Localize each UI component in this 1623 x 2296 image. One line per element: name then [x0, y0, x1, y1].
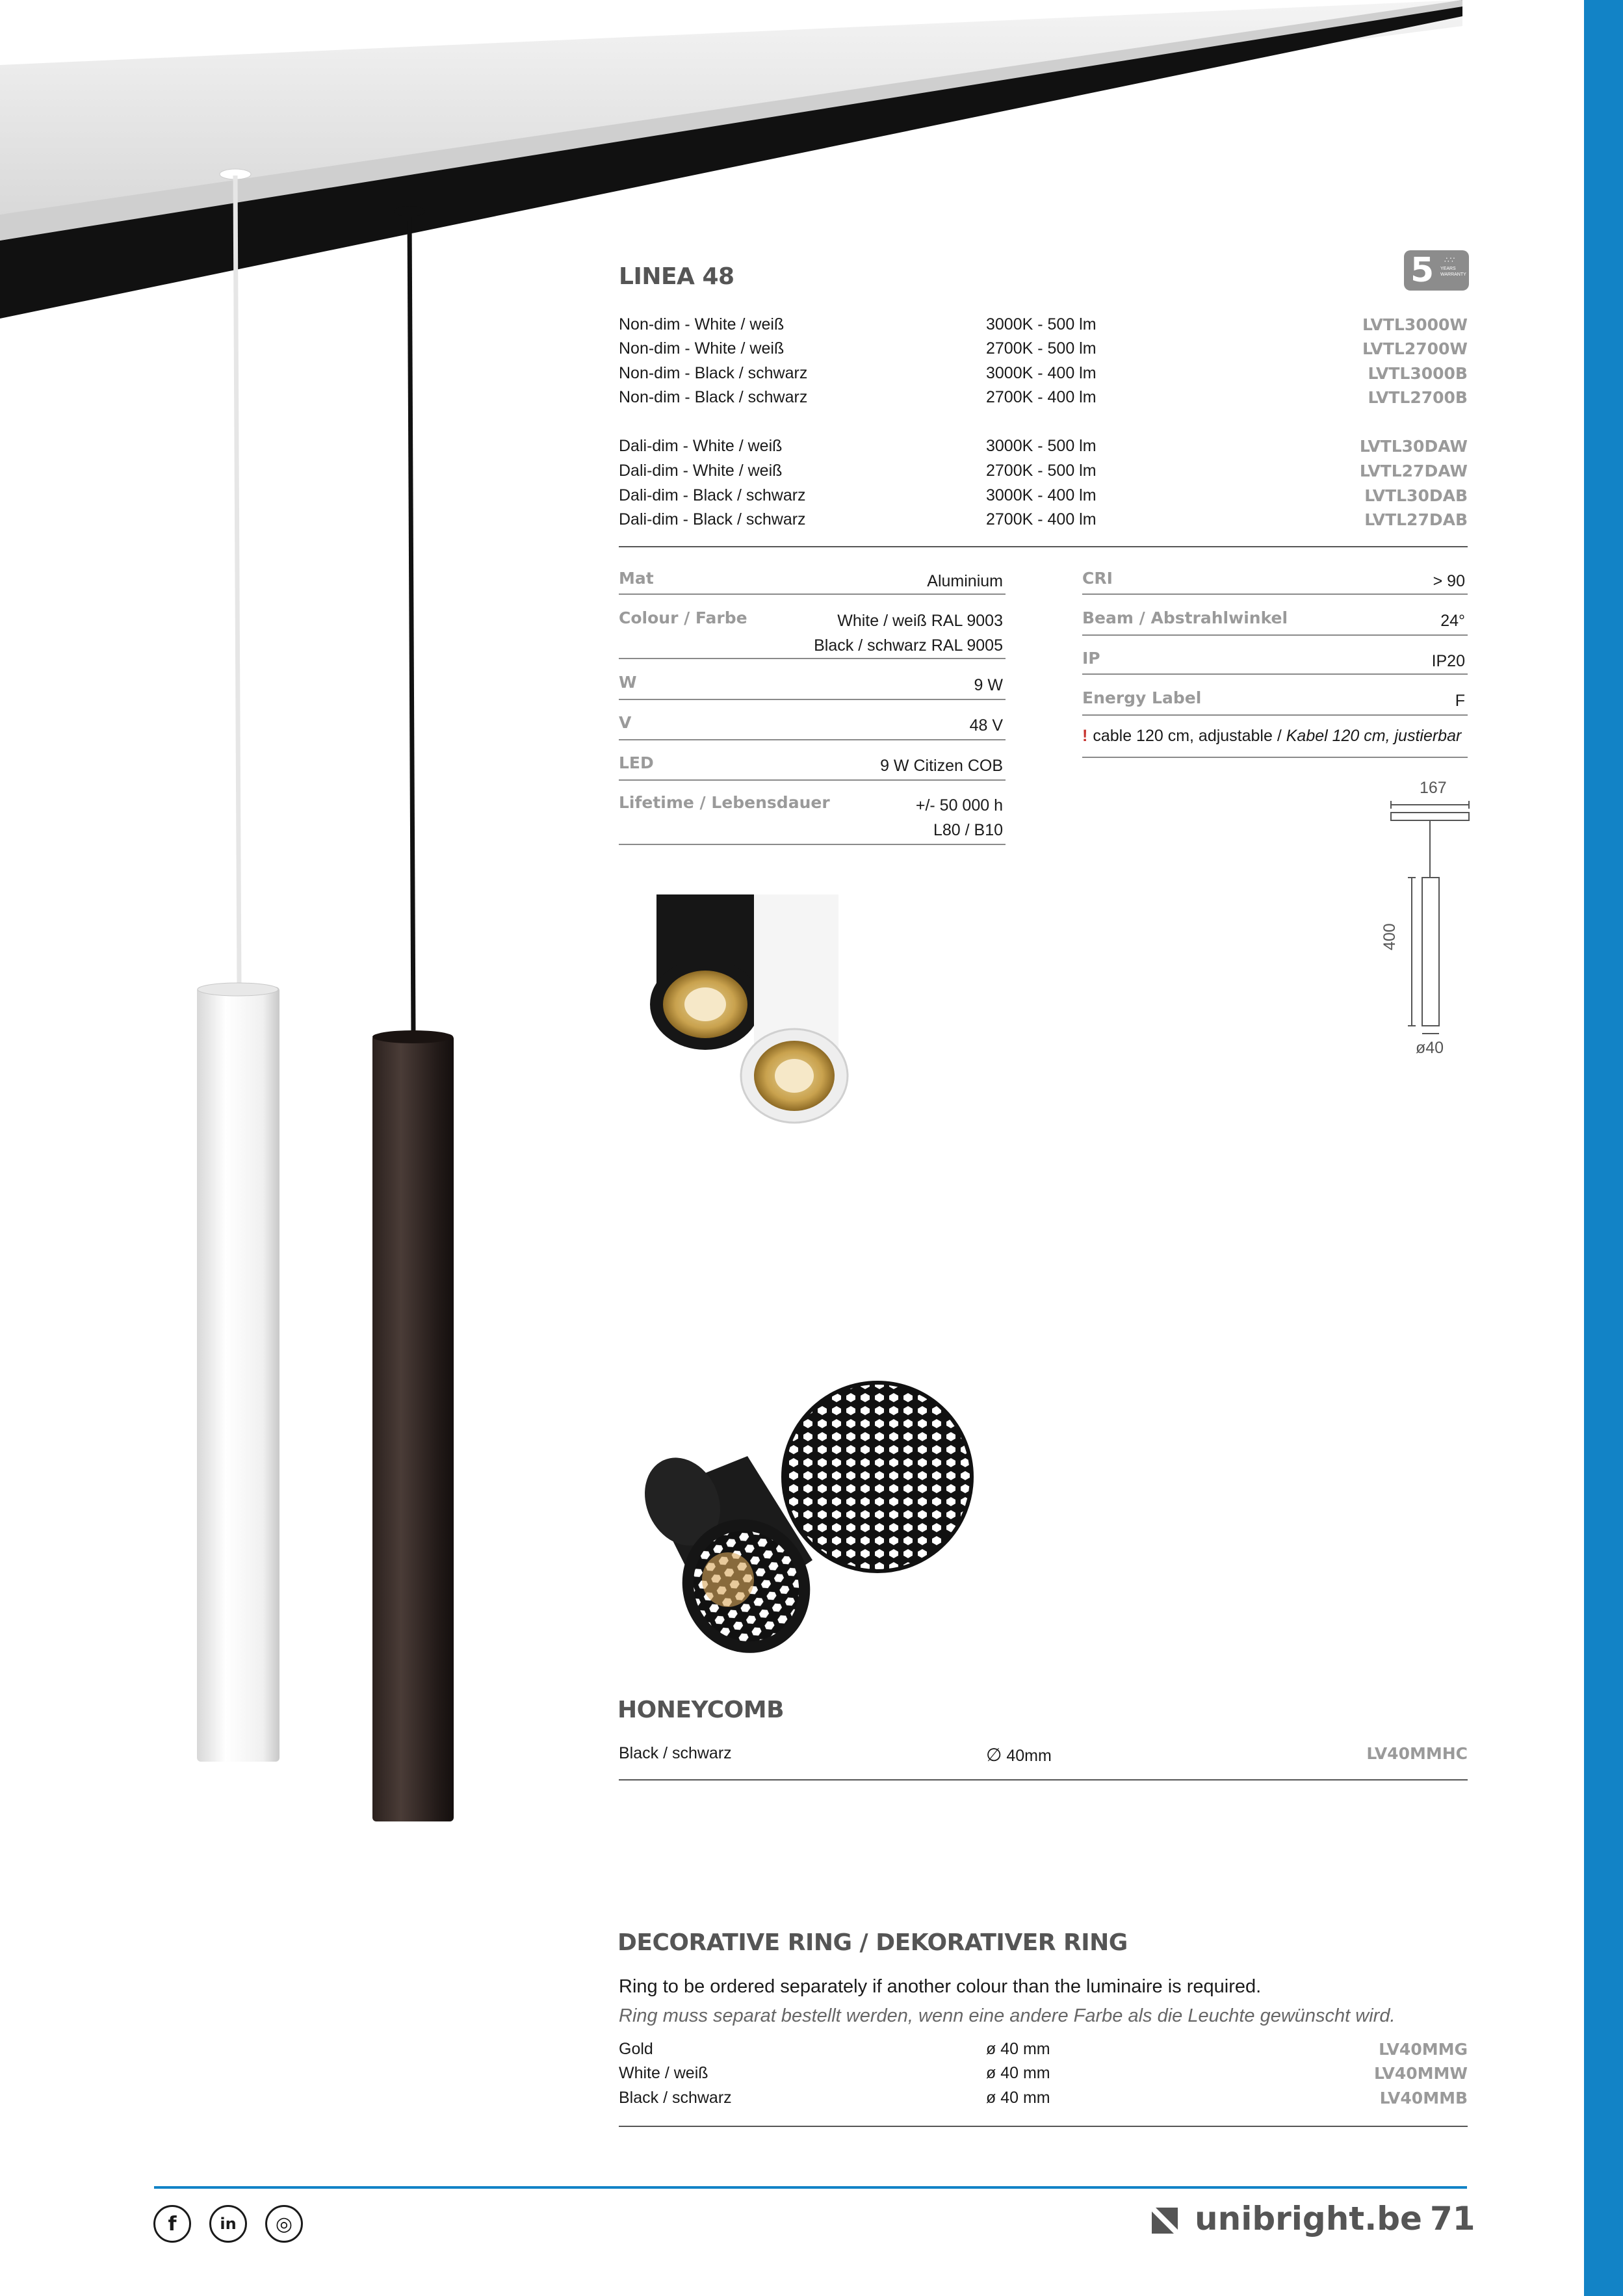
- spec-row: [1082, 569, 1468, 594]
- cable-note-text: cable 120 cm, adjustable /: [1093, 727, 1286, 745]
- variant-desc: Dali-dim - White / weiß: [619, 462, 783, 480]
- spec-value: [880, 753, 1003, 778]
- footer-rule: [154, 2186, 1467, 2189]
- spec-value-line: Aluminium: [927, 572, 1003, 590]
- variant-spec: 2700K - 400 lm: [986, 388, 1097, 406]
- spec-row: [1082, 608, 1468, 634]
- cable-note-rule: [1082, 757, 1468, 758]
- spec-rule: [619, 779, 1006, 781]
- ring-spec: ø 40 mm: [986, 2089, 1050, 2107]
- variant-table-rule: [619, 546, 1468, 547]
- product-title: LINEA 48: [619, 263, 734, 290]
- ring-row: [619, 2040, 1468, 2065]
- ring-rule: [619, 2126, 1468, 2127]
- honeycomb-code: LV40MMHC: [1366, 1744, 1468, 1763]
- dim-width: 167: [1420, 779, 1447, 797]
- variant-code: LVTL30DAB: [1364, 486, 1468, 505]
- spec-label: Beam / Abstrahlwinkel: [1082, 608, 1288, 627]
- warranty-text: YEARS WARRANTY: [1440, 267, 1466, 277]
- variant-row: [619, 339, 1468, 364]
- spec-value: [970, 713, 1003, 738]
- variant-row: [619, 388, 1468, 413]
- ring-spec: ø 40 mm: [986, 2064, 1050, 2082]
- spec-rule: [619, 594, 1006, 595]
- honeycomb-spec: [986, 1744, 1052, 1766]
- spec-value-line: 9 W: [974, 676, 1003, 694]
- diameter-icon: ∅: [986, 1745, 1002, 1765]
- side-accent-stripe: [1584, 0, 1623, 2296]
- spec-label: CRI: [1082, 569, 1113, 588]
- spec-value-line: 48 V: [969, 716, 1003, 735]
- spec-label: LED: [619, 753, 654, 772]
- spec-rule: [619, 658, 1006, 659]
- spec-value-line: > 90: [1433, 572, 1465, 590]
- variant-row: [619, 437, 1468, 462]
- linkedin-icon[interactable]: in: [209, 2205, 247, 2243]
- warning-mark: !: [1082, 727, 1088, 745]
- variant-row: [619, 510, 1468, 535]
- spec-value: [1433, 569, 1465, 594]
- honeycomb-rule: [619, 1779, 1468, 1781]
- spec-rule: [1082, 714, 1468, 716]
- dimension-drawing: [1365, 774, 1482, 1066]
- spec-rule: [619, 739, 1006, 740]
- spec-row: [619, 673, 1006, 699]
- spec-value-line: White / weiß RAL 9003: [837, 612, 1003, 630]
- spec-value-line: 9 W Citizen COB: [880, 757, 1003, 775]
- variant-row: [619, 364, 1468, 389]
- spec-value-line: IP20: [1431, 652, 1465, 670]
- ring-spec: ø 40 mm: [986, 2040, 1050, 2058]
- variant-spec: 2700K - 500 lm: [986, 462, 1097, 480]
- spec-row: [619, 608, 1006, 658]
- ring-title: DECORATIVE RING / DEKORATIVER RING: [617, 1929, 1128, 1956]
- unibright-logo-icon: [1152, 2208, 1178, 2234]
- spec-value-line: F: [1455, 692, 1465, 710]
- dim-diameter: ø40: [1416, 1039, 1444, 1057]
- variant-code: LVTL3000W: [1362, 315, 1468, 334]
- variant-code: LVTL27DAW: [1359, 462, 1468, 480]
- spec-label: Lifetime / Lebensdauer: [619, 793, 830, 812]
- spec-rule: [1082, 634, 1468, 636]
- variant-spec: 2700K - 500 lm: [986, 339, 1097, 358]
- honeycomb-photo: [631, 1383, 972, 1674]
- honeycomb-title: HONEYCOMB: [617, 1697, 785, 1723]
- spec-label: Energy Label: [1082, 688, 1202, 707]
- variant-spec: 3000K - 500 lm: [986, 315, 1097, 333]
- dim-height: 400: [1381, 923, 1399, 950]
- ring-code: LV40MMW: [1374, 2064, 1468, 2083]
- warranty-badge: [1404, 250, 1469, 291]
- spec-row: [619, 569, 1006, 594]
- spec-value: [814, 608, 1003, 658]
- spec-label: V: [619, 713, 632, 732]
- warranty-stars-icon: ∴∵: [1444, 255, 1456, 265]
- spec-value: [1432, 649, 1465, 673]
- variant-spec: 3000K - 400 lm: [986, 364, 1097, 382]
- variant-spec: 3000K - 500 lm: [986, 437, 1097, 455]
- ring-desc: Black / schwarz: [619, 2089, 732, 2107]
- variant-code: LVTL2700W: [1362, 339, 1468, 358]
- instagram-icon[interactable]: ◎: [265, 2205, 303, 2243]
- variant-spec: 3000K - 400 lm: [986, 486, 1097, 504]
- spec-row: [1082, 649, 1468, 673]
- warranty-number: 5: [1410, 251, 1435, 290]
- ring-text-en: Ring to be ordered separately if another colour than the luminaire is required.: [619, 1976, 1262, 1997]
- facebook-icon[interactable]: f: [153, 2205, 191, 2243]
- ring-desc: Gold: [619, 2040, 653, 2058]
- variant-row: [619, 315, 1468, 340]
- honeycomb-row: [619, 1744, 1468, 1769]
- variant-desc: Dali-dim - Black / schwarz: [619, 486, 806, 504]
- spec-label: IP: [1082, 649, 1100, 668]
- spec-label: W: [619, 673, 637, 692]
- spec-rule: [619, 844, 1006, 845]
- ring-desc: White / weiß: [619, 2064, 708, 2082]
- variant-desc: Dali-dim - Black / schwarz: [619, 510, 806, 528]
- variant-row: [619, 486, 1468, 511]
- variant-desc: Non-dim - White / weiß: [619, 339, 785, 358]
- spec-value: [1455, 688, 1465, 713]
- cable-note-text-de: Kabel 120 cm, justierbar: [1286, 727, 1462, 745]
- ring-text-de: Ring muss separat bestellt werden, wenn eine andere Farbe als die Leuchte gewünscht wird.: [619, 2005, 1396, 2026]
- variant-code: LVTL2700B: [1368, 388, 1468, 407]
- spec-value: [916, 793, 1003, 842]
- variant-code: LVTL3000B: [1368, 364, 1468, 383]
- variant-desc: Dali-dim - White / weiß: [619, 437, 783, 455]
- spec-value: [974, 673, 1003, 698]
- spec-label: Mat: [619, 569, 654, 588]
- spec-rule: [1082, 594, 1468, 595]
- variant-desc: Non-dim - White / weiß: [619, 315, 785, 333]
- spec-rule: [1082, 673, 1468, 675]
- product-closeup-photo: [650, 894, 848, 1123]
- ring-row: [619, 2064, 1468, 2089]
- variant-desc: Non-dim - Black / schwarz: [619, 388, 808, 406]
- variant-code: LVTL27DAB: [1364, 510, 1468, 529]
- spec-value-line: +/- 50 000 h: [915, 796, 1003, 815]
- variant-code: LVTL30DAW: [1359, 437, 1468, 456]
- variant-row: [619, 462, 1468, 486]
- spec-rule: [619, 699, 1006, 700]
- variant-desc: Non-dim - Black / schwarz: [619, 364, 808, 382]
- spec-row: [619, 753, 1006, 779]
- honeycomb-desc: Black / schwarz: [619, 1744, 732, 1762]
- ring-code: LV40MMG: [1379, 2040, 1468, 2059]
- spec-row: [1082, 688, 1468, 714]
- spec-label: Colour / Farbe: [619, 608, 747, 627]
- page-number: 71: [1430, 2200, 1475, 2237]
- spec-value-line: L80 / B10: [933, 821, 1003, 839]
- cable-note: [1082, 727, 1461, 746]
- spec-value: [1440, 608, 1465, 633]
- spec-value-line: 24°: [1440, 612, 1465, 630]
- spec-value-line: Black / schwarz RAL 9005: [814, 636, 1003, 655]
- spec-row: [619, 793, 1006, 844]
- ring-code: LV40MMB: [1379, 2089, 1468, 2107]
- variant-spec: 2700K - 400 lm: [986, 510, 1097, 528]
- ring-row: [619, 2089, 1468, 2113]
- honeycomb-size: 40mm: [1006, 1747, 1052, 1765]
- spec-value: [927, 569, 1003, 594]
- spec-row: [619, 713, 1006, 739]
- brand-link[interactable]: unibright.be: [1195, 2200, 1422, 2237]
